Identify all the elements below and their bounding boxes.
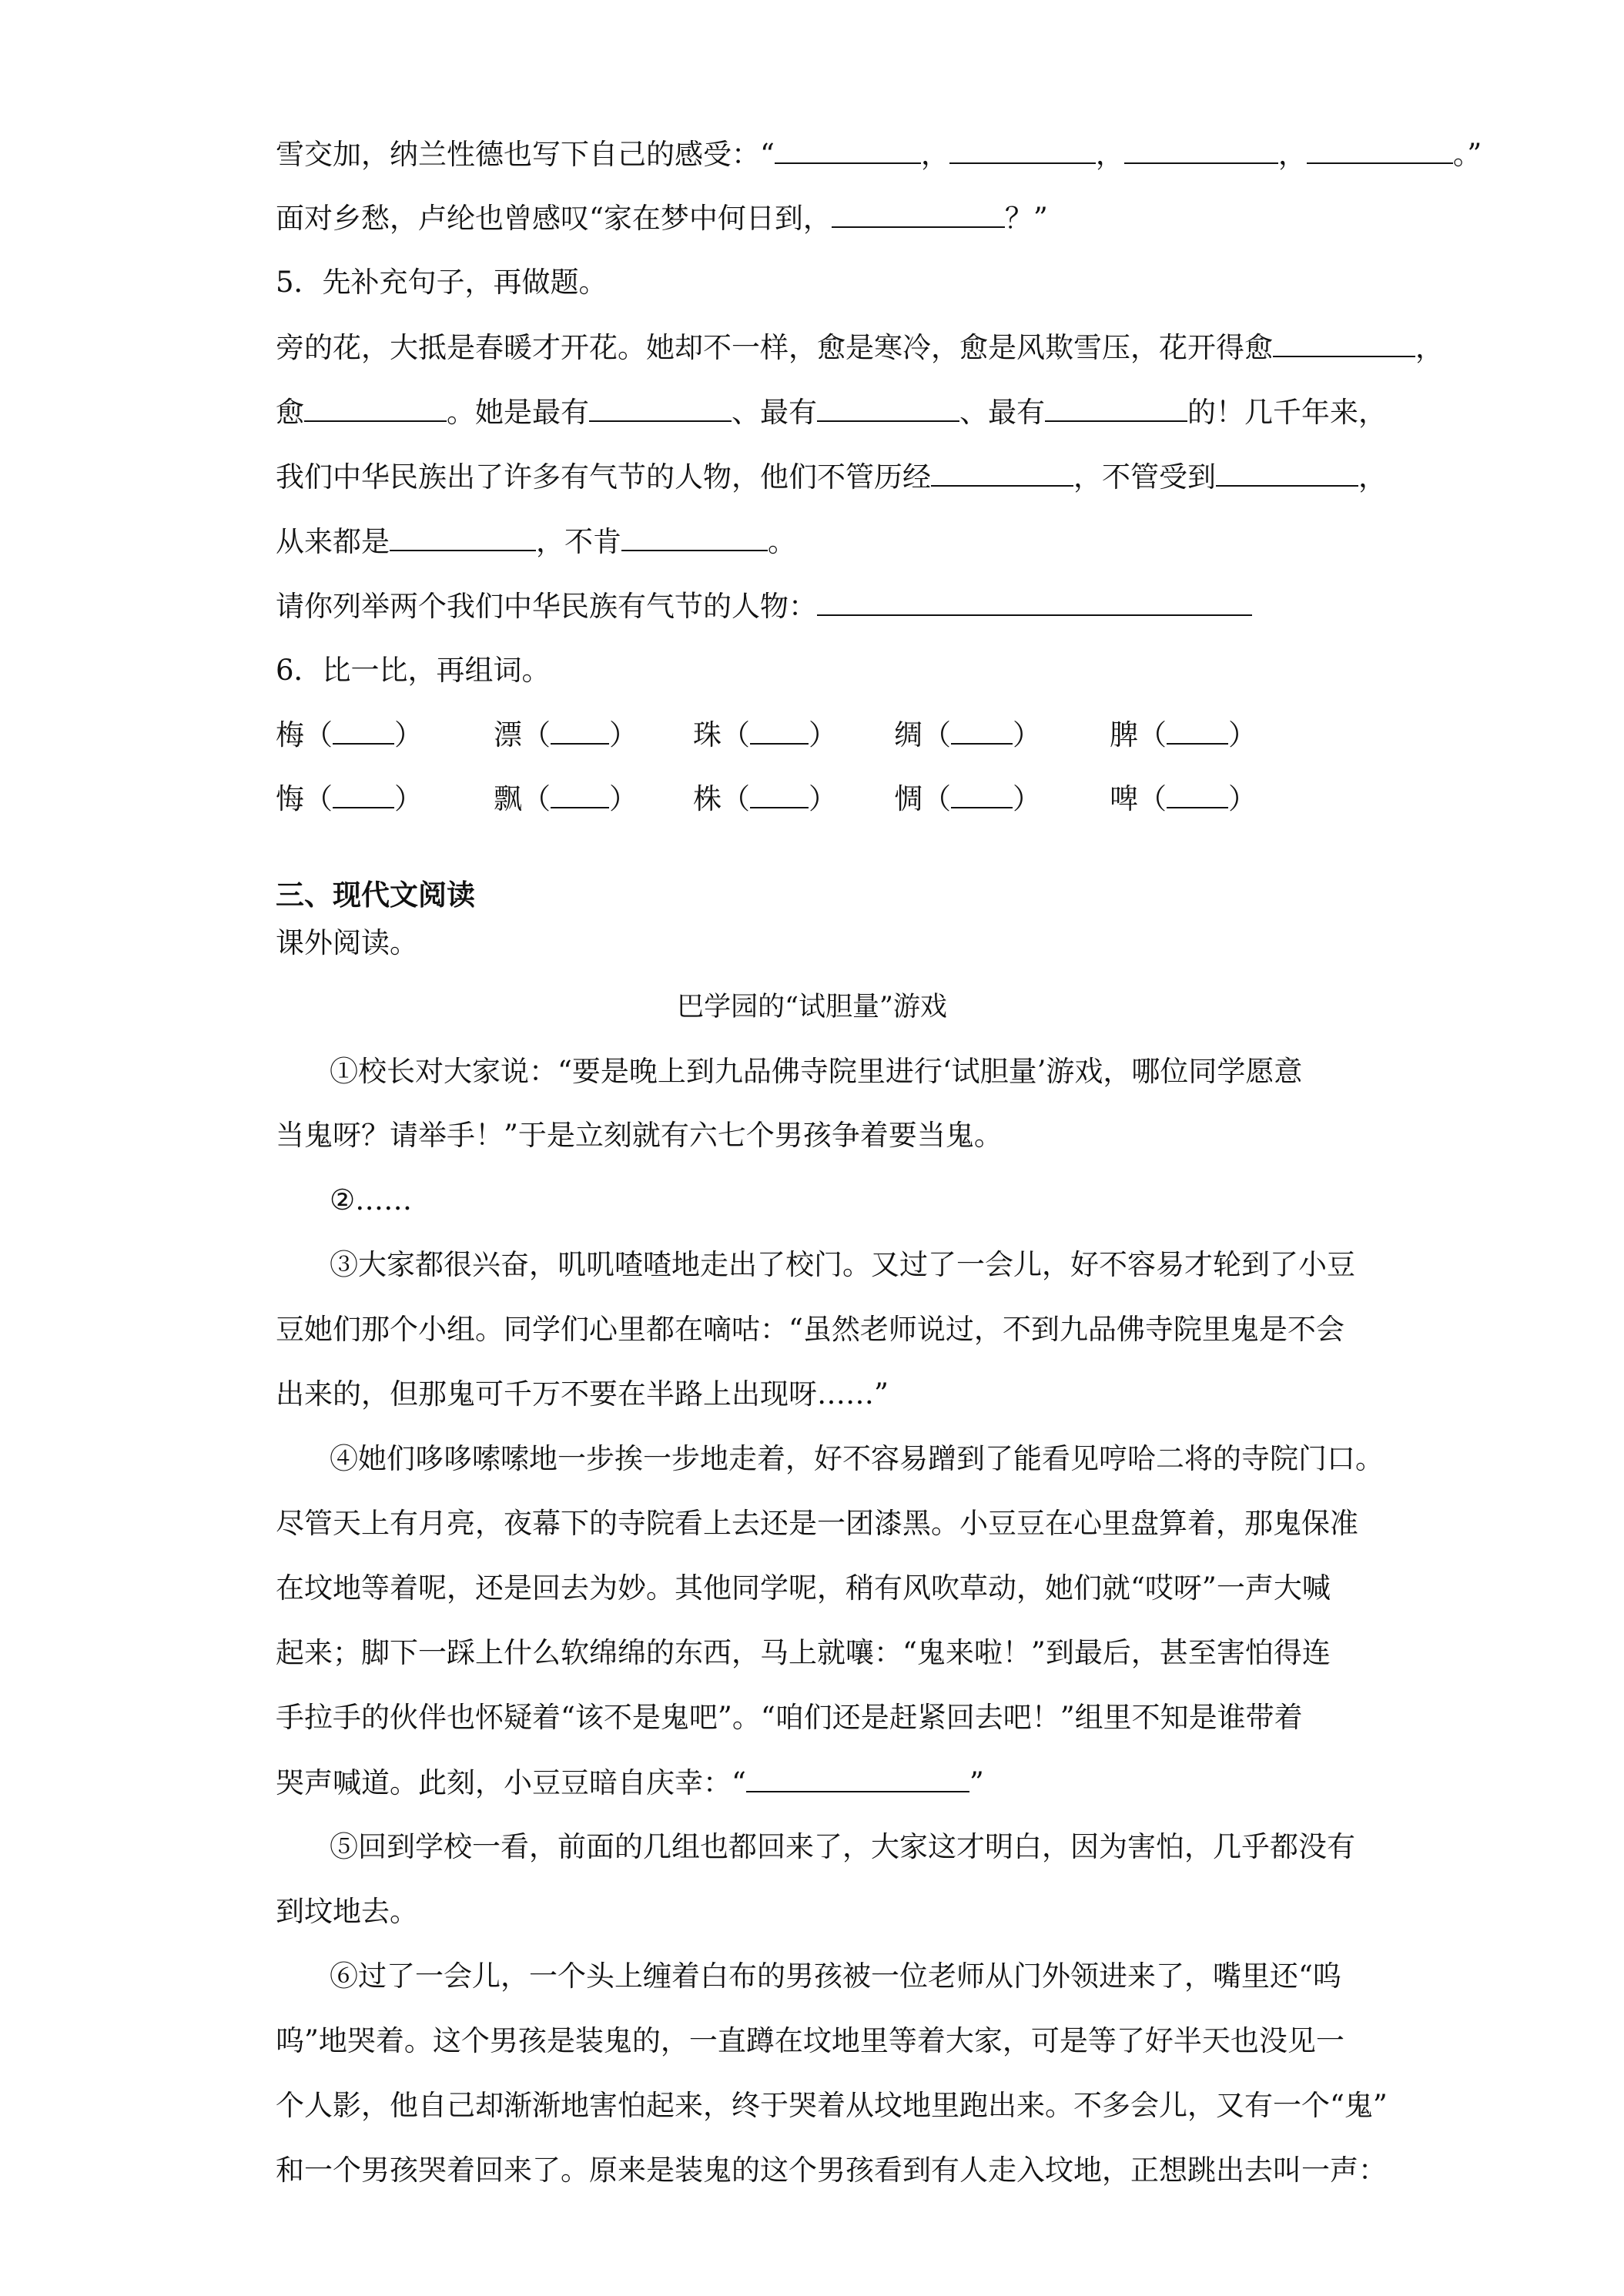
answer-blank[interactable]	[1167, 717, 1228, 745]
compare-item: 梅（ ）	[276, 718, 423, 751]
answer-blank[interactable]	[817, 393, 959, 422]
plum-paragraph-line-2: 愈 。她是最有 、最有 、最有 的！几千年来，	[276, 393, 1387, 432]
answer-blank[interactable]	[1216, 457, 1358, 487]
answer-blank[interactable]	[746, 1763, 969, 1792]
passage-line: 和一个男孩哭着回来了。原来是装鬼的这个男孩看到有人走入坟地，正想跳出去叫一声：	[276, 2154, 1387, 2187]
section-3-subheading: 课外阅读。	[276, 926, 418, 959]
passage-line: 到坟地去。	[276, 1895, 418, 1928]
passage-line: 手拉手的伙伴也怀疑着“该不是鬼吧”。“咱们还是赶紧回去吧！”组里不知是谁带着	[276, 1701, 1303, 1734]
passage-line: 当鬼呀？请举手！”于是立刻就有六七个男孩争着要当鬼。	[276, 1119, 1003, 1152]
answer-blank[interactable]	[1045, 393, 1187, 422]
passage-line: 个人影，他自己却渐渐地害怕起来，终于哭着从坟地里跑出来。不多会儿，又有一个“鬼”	[276, 2089, 1388, 2122]
passage-line: ⑥过了一会儿，一个头上缠着白布的男孩被一位老师从门外领进来了，嘴里还“呜	[330, 1960, 1341, 1993]
compare-item: 株（ ）	[693, 782, 837, 815]
compare-item: 脾（ ）	[1110, 718, 1257, 751]
answer-blank[interactable]	[333, 781, 394, 808]
plum-paragraph-line-4: 从来都是 ，不肯 。	[276, 522, 796, 561]
plum-paragraph-line-3: 我们中华民族出了许多有气节的人物，他们不管历经 ，不管受到 ，	[276, 457, 1387, 497]
compare-item: 悔（ ）	[276, 782, 423, 815]
passage-line: 豆她们那个小组。同学们心里都在嘀咕：“虽然老师说过，不到九品佛寺院里鬼是不会	[276, 1313, 1344, 1346]
answer-blank[interactable]	[1273, 328, 1415, 357]
compare-item: 绸（ ）	[894, 718, 1041, 751]
line-text: 雪交加，纳兰性德也写下自己的感受：“	[276, 138, 775, 171]
plum-paragraph-line-1: 旁的花，大抵是春暖才开花。她却不一样，愈是寒冷，愈是风欺雪压，花开得愈 ，	[276, 328, 1444, 367]
answer-blank[interactable]	[551, 781, 609, 808]
answer-blank[interactable]	[1307, 135, 1453, 164]
answer-blank[interactable]	[750, 717, 809, 745]
passage-line: ②……	[330, 1183, 413, 1217]
answer-blank[interactable]	[775, 135, 921, 164]
answer-blank[interactable]	[1167, 781, 1228, 808]
passage-line: ①校长对大家说：“要是晚上到九品佛寺院里进行‘试胆量’游戏，哪位同学愿意	[330, 1055, 1303, 1088]
answer-blank[interactable]	[951, 781, 1013, 808]
passage-line: ⑤回到学校一看，前面的几组也都回来了，大家这才明白，因为害怕，几乎都没有	[330, 1830, 1355, 1863]
compare-item: 珠（ ）	[693, 718, 837, 751]
question-6-heading: 6．比一比，再组词。	[276, 654, 551, 687]
answer-blank[interactable]	[1124, 135, 1278, 164]
answer-blank[interactable]	[390, 522, 536, 551]
compare-item: 漂（ ）	[494, 718, 638, 751]
answer-blank[interactable]	[750, 781, 809, 808]
passage-title: 巴学园的“试胆量”游戏	[677, 992, 947, 1022]
answer-blank[interactable]	[951, 717, 1013, 745]
passage-line: ④她们哆哆嗦嗦地一步挨一步地走着，好不容易蹭到了能看见哼哈二将的寺院门口。	[330, 1442, 1384, 1475]
answer-blank[interactable]	[832, 199, 1005, 228]
answer-blank[interactable]	[304, 393, 447, 422]
compare-item: 啤（ ）	[1110, 782, 1257, 815]
compare-item: 飘（ ）	[494, 782, 638, 815]
passage-line: ③大家都很兴奋，叽叽喳喳地走出了校门。又过了一会儿，好不容易才轮到了小豆	[330, 1248, 1355, 1281]
passage-line: 呜”地哭着。这个男孩是装鬼的，一直蹲在坟地里等着大家，可是等了好半天也没见一	[276, 2024, 1344, 2057]
section-3-heading: 三、现代文阅读	[276, 879, 475, 912]
passage-line: 哭声喊道。此刻，小豆豆暗自庆幸：“ ”	[276, 1763, 984, 1802]
answer-blank[interactable]	[333, 717, 394, 745]
answer-blank[interactable]	[551, 717, 609, 745]
question-5-heading: 5．先补充句子，再做题。	[276, 266, 608, 299]
compare-item: 惆（ ）	[894, 782, 1041, 815]
passage-line: 尽管天上有月亮，夜幕下的寺院看上去还是一团漆黑。小豆豆在心里盘算着，那鬼保准	[276, 1507, 1358, 1540]
answer-blank[interactable]	[931, 457, 1073, 487]
passage-line: 起来；脚下一踩上什么软绵绵的东西，马上就嚷：“鬼来啦！”到最后，甚至害怕得连	[276, 1636, 1331, 1669]
answer-blank[interactable]	[589, 393, 732, 422]
answer-blank[interactable]	[621, 522, 768, 551]
answer-blank[interactable]	[949, 135, 1096, 164]
poem-fill-line-2: 面对乡愁，卢纶也曾感叹“家在梦中何日到， ？”	[276, 199, 1048, 238]
answer-blank[interactable]	[817, 587, 1252, 616]
poem-fill-line-1: 雪交加，纳兰性德也写下自己的感受：“ ， ， ， 。”	[276, 135, 1482, 174]
passage-line: 在坟地等着呢，还是回去为妙。其他同学呢，稍有风吹草动，她们就“哎呀”一声大喊	[276, 1571, 1331, 1605]
list-people-prompt: 请你列举两个我们中华民族有气节的人物：	[276, 587, 1252, 626]
passage-line: 出来的，但那鬼可千万不要在半路上出现呀……”	[276, 1377, 889, 1411]
